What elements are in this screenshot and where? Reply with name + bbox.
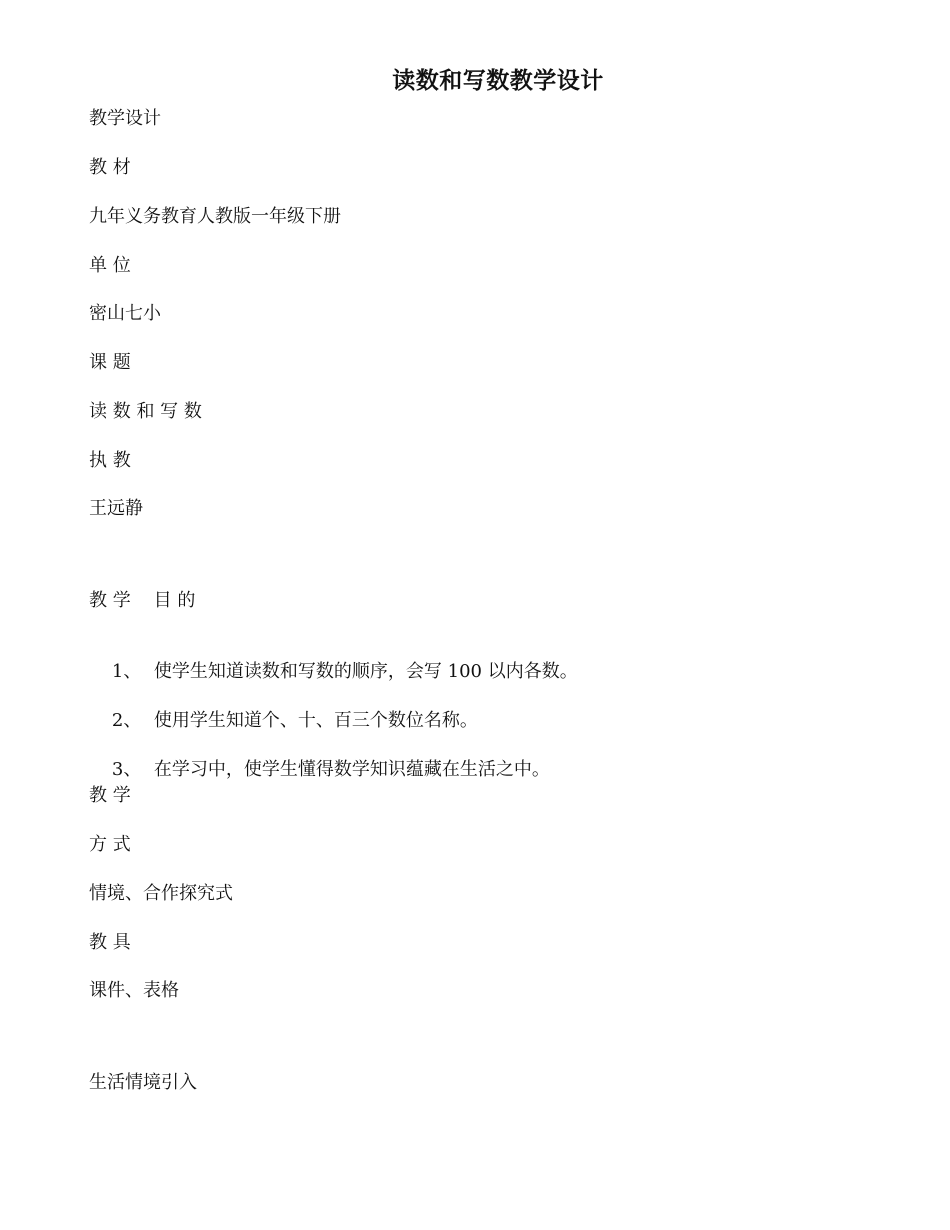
design-label: 教学设计 <box>89 108 161 129</box>
goal-text: 使学生知道读数和写数的顺序，会写 100 以内各数。 <box>153 661 578 682</box>
goal-label: 教 学 目 的 <box>89 590 196 611</box>
method-label-line-1: 教 学 <box>89 785 131 806</box>
intro-heading: 生活情境引入 <box>89 1072 197 1093</box>
teacher-label: 执 教 <box>89 450 131 471</box>
tools-label: 教 具 <box>89 932 131 953</box>
method-label-line-2: 方 式 <box>89 834 131 855</box>
method-value: 情境、合作探究式 <box>89 883 233 904</box>
material-value: 九年义务教育人教版一年级下册 <box>89 206 341 227</box>
material-label: 教 材 <box>89 157 131 178</box>
topic-label: 课 题 <box>89 352 131 373</box>
goal-number: 1、 <box>111 661 142 682</box>
goal-text: 使用学生知道个、十、百三个数位名称。 <box>153 710 478 731</box>
teacher-value: 王远静 <box>89 498 143 519</box>
page-title: 读数和写数教学设计 <box>392 67 604 94</box>
goal-number: 2、 <box>111 710 142 731</box>
goal-item-3 <box>89 737 550 803</box>
topic-value: 读 数 和 写 数 <box>89 401 202 422</box>
goal-number: 3、 <box>111 759 142 780</box>
unit-value: 密山七小 <box>89 303 161 324</box>
unit-label: 单 位 <box>89 255 131 276</box>
tools-value: 课件、表格 <box>89 980 179 1001</box>
goal-text: 在学习中，使学生懂得数学知识蕴藏在生活之中。 <box>153 759 550 780</box>
